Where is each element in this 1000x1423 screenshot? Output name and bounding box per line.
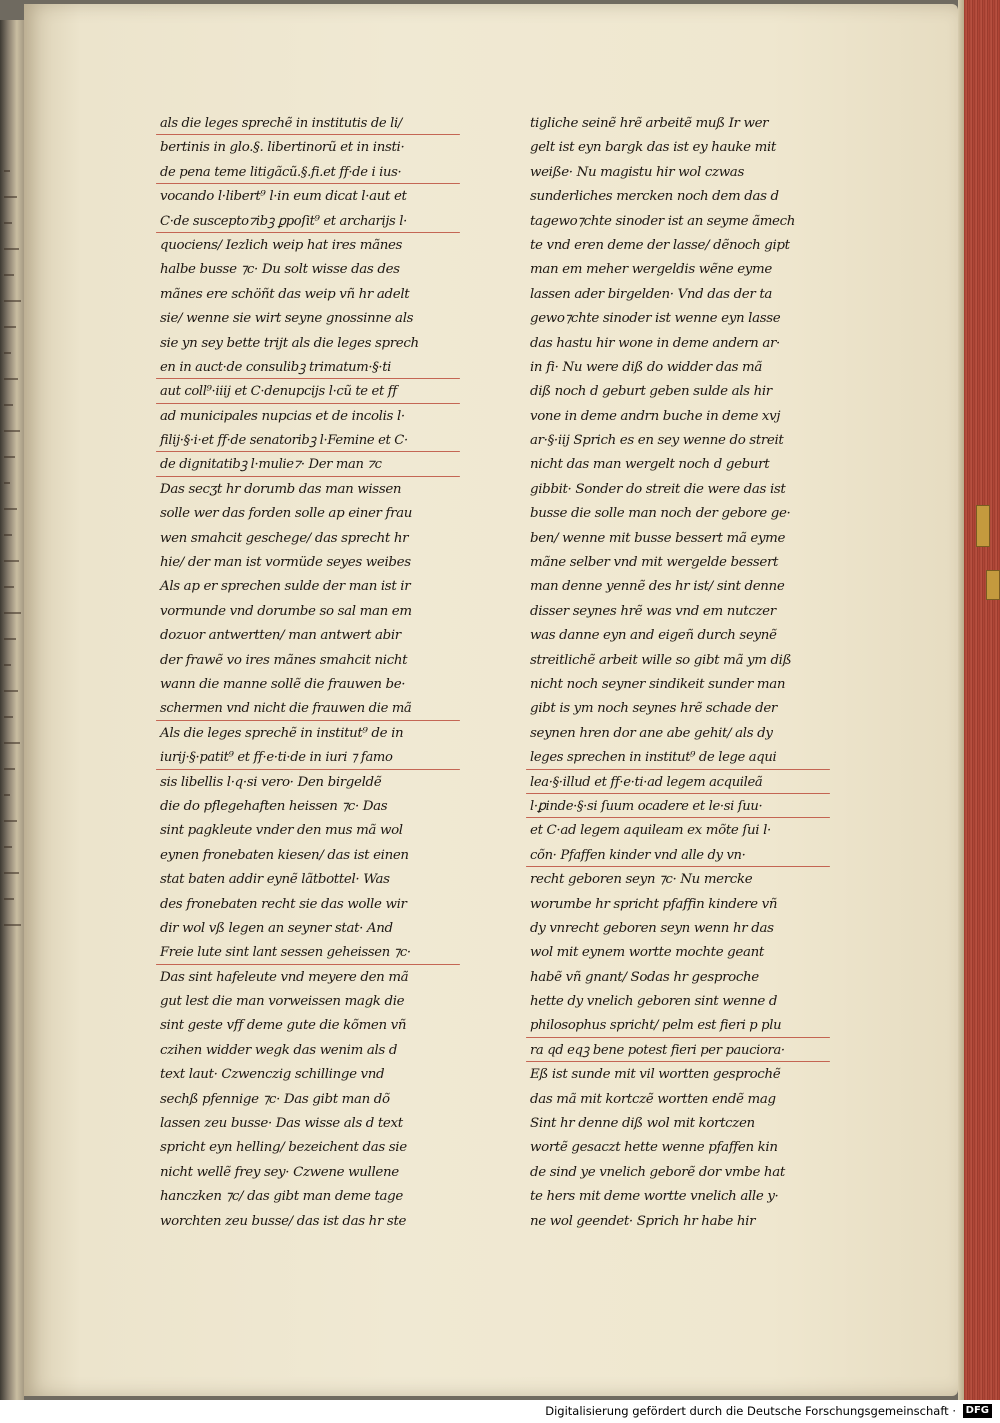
- manuscript-line: ben/ wenne mit busse bessert mã eyme: [530, 530, 786, 546]
- manuscript-line: text laut· Czwenczig schillinge vnd: [160, 1067, 385, 1083]
- manuscript-line: schermen vnd nicht die frauwen die mã: [160, 697, 454, 721]
- manuscript-line: Als ap er sprechen sulde der man ist ir: [160, 579, 411, 595]
- manuscript-line: nicht noch seyner sindikeit sunder man: [530, 676, 786, 692]
- manuscript-line: te hers mit deme wortte vnelich alle y·: [530, 1189, 779, 1205]
- manuscript-line: Das sint hafeleute vnd meyere den mã: [160, 969, 409, 985]
- leaf-text-mark: [4, 300, 21, 302]
- manuscript-line: sechß pfennige ⁊c· Das gibt man dõ: [160, 1091, 390, 1107]
- manuscript-line: te vnd eren deme der lasse/ dẽnoch gipt: [530, 237, 790, 253]
- manuscript-line: halbe busse ⁊c· Du solt wisse das des: [160, 262, 400, 278]
- manuscript-line: Das secʒt hr dorumb das man wissen: [160, 481, 402, 497]
- manuscript-line: nicht das man wergelt noch d geburt: [530, 457, 770, 473]
- manuscript-line: leges sprechen in institut⁹ de lege aqui: [530, 746, 824, 770]
- manuscript-line: cõn· Pfaffen kinder vnd alle dy vn·: [530, 844, 824, 868]
- leaf-text-mark: [4, 430, 20, 432]
- leaf-text-mark: [4, 586, 14, 588]
- manuscript-line: hette dy vnelich geboren sint wenne d: [530, 994, 778, 1010]
- manuscript-line: ra qd eqꝫ bene potest fieri per pauciora·: [530, 1039, 824, 1063]
- manuscript-line: stat baten addir eynẽ lãtbottel· Was: [160, 872, 390, 888]
- manuscript-line: gibbit· Sonder do streit die were das ist: [530, 481, 786, 497]
- dfg-logo: DFG: [963, 1404, 992, 1418]
- manuscript-line: wol mit eynem wortte mochte geant: [530, 945, 764, 961]
- manuscript-line: was danne eyn and eigeñ durch seynẽ: [530, 628, 777, 644]
- leaf-text-mark: [4, 404, 13, 406]
- leaf-text-mark: [4, 534, 12, 536]
- manuscript-line: lassen ader birgelden· Vnd das der ta: [530, 286, 772, 302]
- leaf-text-mark: [4, 820, 17, 822]
- manuscript-line: en in auct·de consulibꝫ trimatum·§·ti: [160, 356, 454, 380]
- manuscript-line: recht geboren seyn ⁊c· Nu mercke: [530, 872, 753, 888]
- manuscript-line: das mã mit kortczẽ wortten endẽ mag: [530, 1091, 776, 1107]
- leaf-text-mark: [4, 196, 17, 198]
- leaf-text-mark: [4, 508, 17, 510]
- manuscript-line: solle wer das forden solle ap einer frau: [160, 506, 413, 522]
- funding-credit: Digitalisierung gefördert durch die Deutsche Forschungsgemeinschaft ·: [545, 1404, 956, 1418]
- manuscript-line: in fi· Nu were diß do widder das mã: [530, 359, 763, 375]
- manuscript-line: sunderliches mercken noch dem das d: [530, 189, 779, 205]
- leaf-text-mark: [4, 170, 10, 172]
- manuscript-line: ad municipales nupcias et de incolis l·: [160, 408, 405, 424]
- leaf-text-mark: [4, 794, 10, 796]
- manuscript-line: wann die manne sollẽ die frauwen be·: [160, 676, 406, 692]
- manuscript-line: wortẽ gesaczt hette wenne pfaffen kin: [530, 1140, 778, 1156]
- manuscript-line: ne wol geendet· Sprich hr habe hir: [530, 1213, 756, 1229]
- manuscript-line: C·de suscepto⁊ibꝫ ꝑpoſit⁹ et archarijs l·: [160, 210, 454, 234]
- manuscript-line: Als die leges sprechẽ in institut⁹ de in: [160, 725, 404, 741]
- manuscript-line: mãnes ere schöñt das weip vñ hr adelt: [160, 286, 410, 302]
- manuscript-line: quociens/ Iezlich weip hat ires mãnes: [160, 237, 403, 253]
- leaf-text-mark: [4, 716, 13, 718]
- leaf-text-mark: [4, 560, 19, 562]
- manuscript-line: ar·§·iij Sprich es en sey wenne do streit: [530, 433, 784, 449]
- bookmark-tab: [986, 570, 1000, 600]
- leaf-text-mark: [4, 872, 19, 874]
- manuscript-line: worumbe hr spricht pfaffin kindere vñ: [530, 896, 778, 912]
- leaf-text-mark: [4, 612, 21, 614]
- manuscript-line: czihen widder wegk das wenim als d: [160, 1042, 398, 1058]
- manuscript-line: weiße· Nu magistu hir wol czwas: [530, 164, 744, 180]
- manuscript-line: de pena teme litigãcũ.§.fi.et ff·de i ius·: [160, 161, 454, 185]
- manuscript-line: l·ꝑinde·§·si ſuum ocadere et le·si ſuu·: [530, 795, 824, 819]
- leaf-text-mark: [4, 898, 14, 900]
- leaf-text-mark: [4, 456, 15, 458]
- manuscript-line: diß noch d geburt geben sulde als hir: [530, 384, 772, 400]
- manuscript-line: gibt is ym noch seynes hrẽ schade der: [530, 701, 777, 717]
- manuscript-line: aut coll⁹·iiij et C·denupcijs l·cũ te et ff: [160, 380, 454, 404]
- previous-leaf-edge: [0, 20, 24, 1400]
- manuscript-line: hie/ der man ist vormüde seyes weibes: [160, 555, 411, 571]
- manuscript-line: disser seynes hrẽ was vnd em nutczer: [530, 603, 776, 619]
- manuscript-line: busse die solle man noch der gebore ge·: [530, 506, 791, 522]
- manuscript-line: hanczken ⁊c/ das gibt man deme tage: [160, 1189, 403, 1205]
- manuscript-line: de sind ye vnelich geborẽ dor vmbe hat: [530, 1164, 785, 1180]
- leaf-text-mark: [4, 352, 11, 354]
- manuscript-line: philosophus spricht/ pelm est fieri p plu: [530, 1014, 824, 1038]
- manuscript-line: Eß ist sunde mit vil wortten gesprochẽ: [530, 1067, 781, 1083]
- manuscript-line: der frawẽ vo ires mãnes smahcit nicht: [160, 652, 408, 668]
- manuscript-line: vocando l·libert⁹ l·in eum dicat l·aut et: [160, 189, 407, 205]
- manuscript-line: sint geste vff deme gute die kõmen vñ: [160, 1018, 407, 1034]
- manuscript-line: bertinis in glo.§. libertinorũ et in insti·: [160, 140, 405, 156]
- leaf-text-mark: [4, 482, 10, 484]
- manuscript-line: tagewo⁊chte sinoder ist an seyme ãmech: [530, 213, 796, 229]
- leaf-text-mark: [4, 638, 16, 640]
- manuscript-line: worchten zeu busse/ das ist das hr ste: [160, 1213, 407, 1229]
- manuscript-line: dir wol vß legen an seyner stat· And: [160, 920, 393, 936]
- leaf-text-mark: [4, 274, 14, 276]
- leaf-text-mark: [4, 664, 11, 666]
- leaf-text-mark: [4, 222, 12, 224]
- manuscript-line: vormunde vnd dorumbe so sal man em: [160, 603, 412, 619]
- manuscript-line: et C·ad legem aquileam ex mõte ſui l·: [530, 823, 771, 839]
- manuscript-line: iurij·§·patit⁹ et ff·e·ti·de in iuri ⁊ famo: [160, 746, 454, 770]
- manuscript-line: tigliche seinẽ hrẽ arbeitẽ muß Ir wer: [530, 116, 769, 131]
- manuscript-line: sint pagkleute vnder den mus mã wol: [160, 823, 403, 839]
- manuscript-line: dy vnrecht geboren seyn wenn hr das: [530, 920, 774, 936]
- manuscript-line: gelt ist eyn bargk das ist ey hauke mit: [530, 140, 776, 156]
- manuscript-line: das hastu hir wone in deme andern ar·: [530, 335, 780, 351]
- manuscript-line: man denne yennẽ des hr ist/ sint denne: [530, 579, 785, 595]
- manuscript-line: wen smahcit geschege/ das sprecht hr: [160, 530, 409, 546]
- leaf-text-mark: [4, 248, 19, 250]
- manuscript-line: gut lest die man vorweissen magk die: [160, 994, 405, 1010]
- manuscript-line: mãne selber vnd mit wergelde bessert: [530, 555, 779, 571]
- leaf-text-mark: [4, 924, 21, 926]
- text-column-left: [160, 112, 460, 1234]
- manuscript-line: eynen fronebaten kiesen/ das ist einen: [160, 847, 409, 863]
- manuscript-line: lassen zeu busse· Das wisse als d text: [160, 1116, 403, 1132]
- manuscript-line: seynen hren dor ane abe gehit/ als dy: [530, 725, 773, 741]
- leaf-text-mark: [4, 378, 18, 380]
- manuscript-line: de dignitatibꝫ l·mulie⁊· Der man ⁊c: [160, 453, 454, 477]
- manuscript-line: streitlichẽ arbeit wille so gibt mã ym diß: [530, 652, 792, 668]
- manuscript-line: man em meher wergeldis wẽne eyme: [530, 262, 772, 278]
- leaf-text-mark: [4, 742, 20, 744]
- manuscript-line: als die leges sprechẽ in institutis de li/: [160, 112, 454, 136]
- manuscript-line: sie yn sey bette trijt als die leges sprech: [160, 335, 419, 351]
- manuscript-line: dozuor antwertten/ man antwert abir: [160, 628, 401, 644]
- leaf-text-mark: [4, 846, 12, 848]
- manuscript-line: habẽ vñ gnant/ Sodas hr gesproche: [530, 969, 759, 985]
- manuscript-line: nicht wellẽ frey sey· Czwene wullene: [160, 1164, 399, 1180]
- manuscript-line: Freie lute sint lant sessen geheissen ⁊c·: [160, 941, 454, 965]
- manuscript-line: spricht eyn helling/ bezeichent das sie: [160, 1140, 407, 1156]
- book-fore-edge: [958, 0, 1000, 1400]
- leaf-text-mark: [4, 326, 16, 328]
- manuscript-line: sie/ wenne sie wirt seyne gnossinne als: [160, 311, 414, 327]
- manuscript-line: gewo⁊chte sinoder ist wenne eyn lasse: [530, 311, 781, 327]
- manuscript-line: filij·§·i·et ff·de senatoribꝫ l·Femine et C·: [160, 429, 454, 453]
- manuscript-line: vone in deme andrn buche in deme xvj: [530, 408, 781, 424]
- digitization-footer: [0, 1400, 1000, 1423]
- leaf-text-mark: [4, 690, 18, 692]
- manuscript-line: lea·§·illud et ff·e·ti·ad legem acquileã: [530, 771, 824, 795]
- leaf-text-mark: [4, 768, 15, 770]
- bookmark-tab: [976, 505, 990, 547]
- manuscript-line: sis libellis l·q·si vero· Den birgeldẽ: [160, 774, 382, 790]
- manuscript-line: Sint hr denne diß wol mit kortczen: [530, 1116, 755, 1132]
- manuscript-line: des fronebaten recht sie das wolle wir: [160, 896, 407, 912]
- manuscript-line: die do pflegehaften heissen ⁊c· Das: [160, 798, 388, 814]
- text-column-right: [530, 112, 830, 1234]
